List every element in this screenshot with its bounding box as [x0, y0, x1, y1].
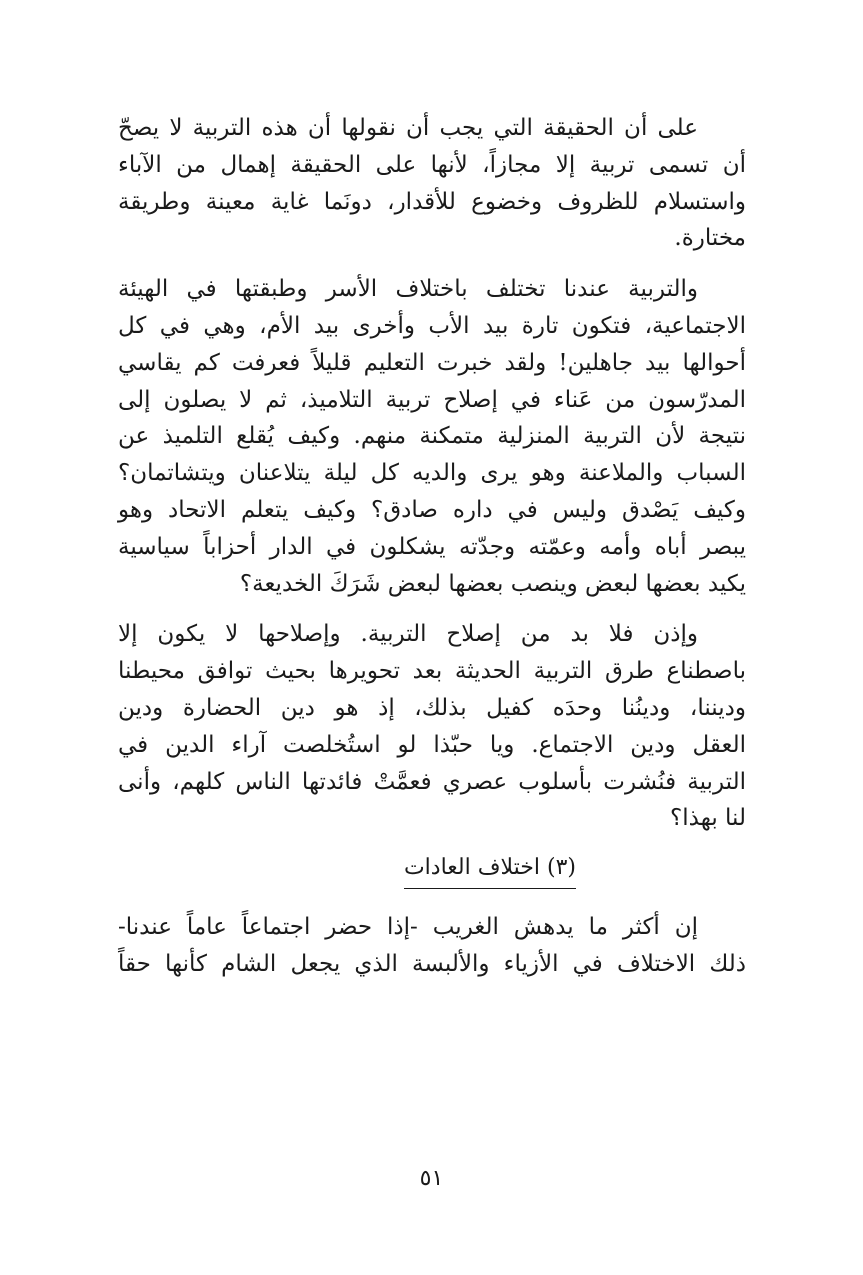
page-number: ٥١	[419, 1166, 444, 1191]
text-line: أن تسمى تربية إلا مجازاً، لأنها على الحقيقة إهمال من الآباء	[118, 151, 746, 178]
paragraph-4	[118, 909, 746, 983]
text-line: نتيجة لأن التربية المنزلية متمكنة منهم. وكيف يُقلع التلميذ عن	[118, 423, 746, 450]
text-line: يبصر أباه وأمه وعمّته وجدّته يشكلون في الدار أحزاباً سياسية	[118, 533, 746, 560]
paragraph-1	[118, 110, 746, 257]
text-line: الاجتماعية، فتكون تارة بيد الأب وأخرى بيد الأم، وهي في كل	[118, 312, 746, 339]
text-line: أحوالها بيد جاهلين! ولقد خبرت التعليم قليلاً فعرفت كم يقاسي	[118, 349, 746, 376]
text-line: التربية فنُشرت بأسلوب عصري فعمَّتْ فائدتها الناس كلهم، وأنى	[118, 768, 746, 795]
text-line: باصطناع طرق التربية الحديثة بعد تحويرها بحيث توافق محيطنا	[118, 658, 746, 685]
text-line: العقل ودين الاجتماع. ويا حبّذا لو استُخلصت آراء الدين في	[118, 731, 746, 758]
text-line: السباب والملاعنة وهو يرى والديه كل ليلة يتلاعنان ويتشاتمان؟	[118, 460, 746, 487]
text-line: واستسلام للظروف وخضوع للأقدار، دونَما غاية معينة وطريقة	[118, 188, 746, 215]
text-line: على أن الحقيقة التي يجب أن نقولها أن هذه التربية لا يصحّ	[118, 115, 698, 141]
text-line: إن أكثر ما يدهش الغريب -إذا حضر اجتماعاً عاماً عندنا-	[118, 914, 698, 941]
text-line: ذلك الاختلاف في الأزياء والألبسة الذي يجعل الشام كأنها حقاً	[118, 950, 746, 977]
text-line: يكيد بعضها لبعض وينصب بعضها لبعض شَرَكَ الخديعة؟	[239, 570, 746, 597]
text-line: وكيف يَصْدق وليس في داره صادق؟ وكيف يتعلم الاتحاد وهو	[118, 496, 746, 523]
page-body	[118, 110, 746, 997]
section-heading-container	[118, 851, 746, 889]
text-line: لنا بهذا؟	[670, 805, 746, 832]
paragraph-2	[118, 271, 746, 602]
section-heading: (٣) اختلاف العادات	[404, 851, 576, 889]
text-line: والتربية عندنا تختلف باختلاف الأسر وطبقتها في الهيئة	[118, 276, 698, 303]
text-line: وإذن فلا بد من إصلاح التربية. وإصلاحها لا يكون إلا	[118, 621, 698, 648]
text-line: وديننا، ودينُنا وحدَه كفيل بذلك، إذ هو دين الحضارة ودين	[118, 694, 746, 721]
text-line: مختارة.	[674, 225, 746, 252]
paragraph-3	[118, 616, 746, 837]
text-line: المدرّسون من عَناء في إصلاح تربية التلاميذ، ثم لا يصلون إلى	[118, 386, 746, 413]
